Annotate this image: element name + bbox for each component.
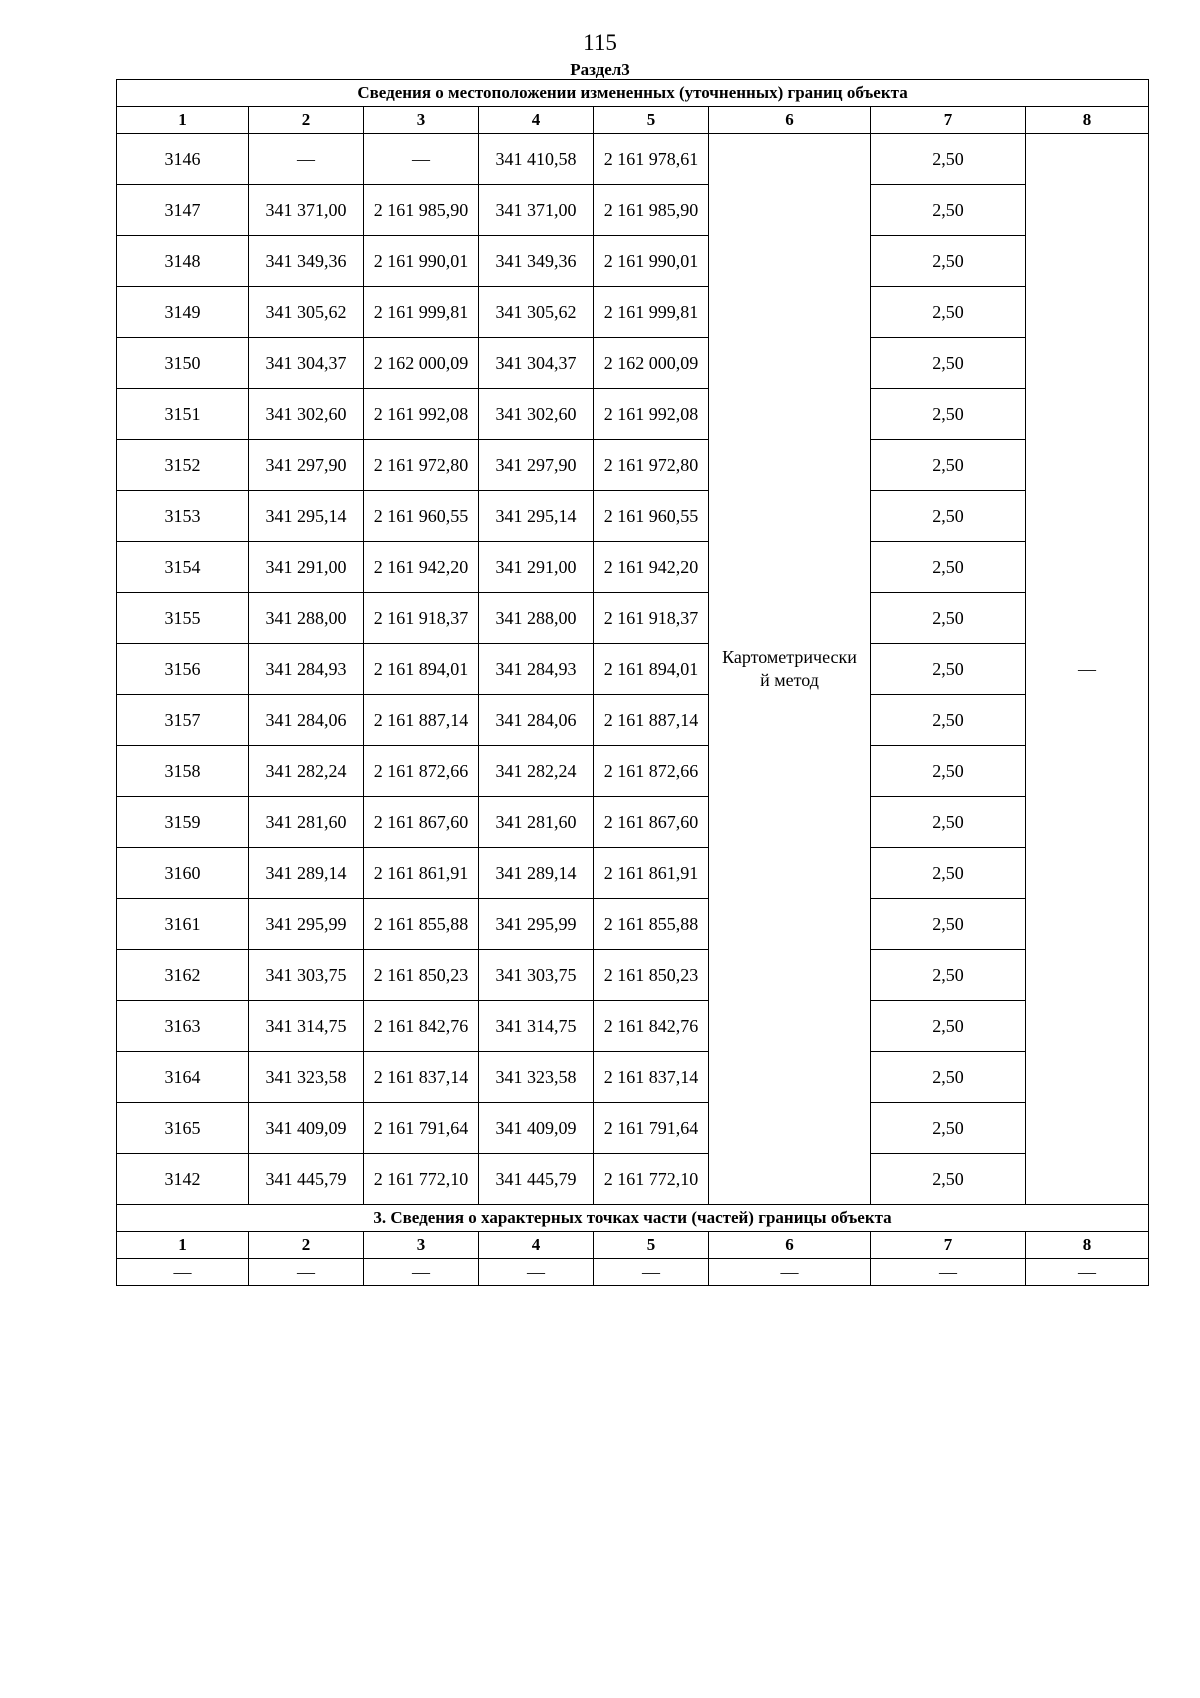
point-number-cell: 3146	[117, 134, 249, 185]
new-y-cell: 2 161 992,08	[594, 389, 709, 440]
new-y-cell: 2 161 861,91	[594, 848, 709, 899]
empty-cell: —	[249, 1259, 364, 1286]
new-x-cell: 341 281,60	[479, 797, 594, 848]
table-row	[117, 1103, 1149, 1154]
empty-cell: —	[117, 1259, 249, 1286]
point-number-cell: 3148	[117, 236, 249, 287]
table-row	[117, 1259, 1149, 1286]
column-number: 3	[364, 107, 479, 134]
column-number: 4	[479, 1232, 594, 1259]
precision-cell: 2,50	[871, 1052, 1026, 1103]
precision-cell: 2,50	[871, 440, 1026, 491]
table-row	[117, 848, 1149, 899]
new-y-cell: 2 161 850,23	[594, 950, 709, 1001]
new-x-cell: 341 288,00	[479, 593, 594, 644]
new-x-cell: 341 409,09	[479, 1103, 594, 1154]
existing-y-cell: 2 161 942,20	[364, 542, 479, 593]
empty-cell: —	[1026, 1259, 1149, 1286]
new-y-cell: 2 161 999,81	[594, 287, 709, 338]
column-number: 6	[709, 1232, 871, 1259]
new-x-cell: 341 291,00	[479, 542, 594, 593]
existing-y-cell: 2 161 855,88	[364, 899, 479, 950]
existing-y-cell: 2 161 999,81	[364, 287, 479, 338]
new-y-cell: 2 161 990,01	[594, 236, 709, 287]
table-row	[117, 287, 1149, 338]
column-number: 4	[479, 107, 594, 134]
existing-y-cell: 2 161 972,80	[364, 440, 479, 491]
existing-x-cell: 341 445,79	[249, 1154, 364, 1205]
precision-cell: 2,50	[871, 899, 1026, 950]
table-body	[117, 80, 1149, 1286]
new-x-cell: 341 445,79	[479, 1154, 594, 1205]
existing-y-cell: 2 161 985,90	[364, 185, 479, 236]
existing-x-cell: 341 314,75	[249, 1001, 364, 1052]
existing-x-cell: 341 323,58	[249, 1052, 364, 1103]
new-y-cell: 2 161 894,01	[594, 644, 709, 695]
point-number-cell: 3159	[117, 797, 249, 848]
new-y-cell: 2 161 772,10	[594, 1154, 709, 1205]
precision-cell: 2,50	[871, 236, 1026, 287]
table-row	[117, 695, 1149, 746]
existing-x-cell: 341 297,90	[249, 440, 364, 491]
new-y-cell: 2 161 887,14	[594, 695, 709, 746]
point-number-cell: 3142	[117, 1154, 249, 1205]
table1-caption: Сведения о местоположении измененных (уточненных) границ объекта	[117, 80, 1149, 107]
new-y-cell: 2 161 942,20	[594, 542, 709, 593]
precision-cell: 2,50	[871, 1154, 1026, 1205]
table2-caption-row	[117, 1205, 1149, 1232]
existing-y-cell: 2 161 894,01	[364, 644, 479, 695]
existing-x-cell: 341 302,60	[249, 389, 364, 440]
existing-y-cell: 2 161 842,76	[364, 1001, 479, 1052]
table-row	[117, 1052, 1149, 1103]
description-cell: —	[1026, 134, 1149, 1205]
precision-cell: 2,50	[871, 287, 1026, 338]
existing-y-cell: 2 162 000,09	[364, 338, 479, 389]
existing-x-cell: 341 305,62	[249, 287, 364, 338]
table-row	[117, 593, 1149, 644]
existing-x-cell: 341 409,09	[249, 1103, 364, 1154]
column-number: 5	[594, 1232, 709, 1259]
existing-x-cell: —	[249, 134, 364, 185]
existing-y-cell: 2 161 850,23	[364, 950, 479, 1001]
new-y-cell: 2 161 985,90	[594, 185, 709, 236]
new-y-cell: 2 161 837,14	[594, 1052, 709, 1103]
column-number: 7	[871, 1232, 1026, 1259]
new-x-cell: 341 289,14	[479, 848, 594, 899]
new-x-cell: 341 297,90	[479, 440, 594, 491]
table-row	[117, 185, 1149, 236]
column-number: 8	[1026, 1232, 1149, 1259]
section-title: Раздел3	[570, 60, 630, 79]
page-number: 115	[583, 30, 617, 55]
point-number-cell: 3160	[117, 848, 249, 899]
column-number: 7	[871, 107, 1026, 134]
new-x-cell: 341 282,24	[479, 746, 594, 797]
point-number-cell: 3162	[117, 950, 249, 1001]
table-row	[117, 491, 1149, 542]
precision-cell: 2,50	[871, 695, 1026, 746]
new-y-cell: 2 161 855,88	[594, 899, 709, 950]
precision-cell: 2,50	[871, 644, 1026, 695]
column-number: 8	[1026, 107, 1149, 134]
precision-cell: 2,50	[871, 1103, 1026, 1154]
point-number-cell: 3156	[117, 644, 249, 695]
new-x-cell: 341 305,62	[479, 287, 594, 338]
empty-cell: —	[594, 1259, 709, 1286]
existing-x-cell: 341 289,14	[249, 848, 364, 899]
existing-x-cell: 341 281,60	[249, 797, 364, 848]
new-x-cell: 341 302,60	[479, 389, 594, 440]
precision-cell: 2,50	[871, 746, 1026, 797]
existing-y-cell: 2 161 867,60	[364, 797, 479, 848]
point-number-cell: 3157	[117, 695, 249, 746]
point-number-cell: 3149	[117, 287, 249, 338]
new-y-cell: 2 161 978,61	[594, 134, 709, 185]
point-number-cell: 3153	[117, 491, 249, 542]
new-y-cell: 2 161 918,37	[594, 593, 709, 644]
table-row	[117, 389, 1149, 440]
precision-cell: 2,50	[871, 593, 1026, 644]
new-y-cell: 2 161 842,76	[594, 1001, 709, 1052]
new-x-cell: 341 303,75	[479, 950, 594, 1001]
point-number-cell: 3150	[117, 338, 249, 389]
existing-x-cell: 341 284,06	[249, 695, 364, 746]
column-number: 2	[249, 107, 364, 134]
existing-x-cell: 341 282,24	[249, 746, 364, 797]
existing-y-cell: 2 161 861,91	[364, 848, 479, 899]
point-number-cell: 3165	[117, 1103, 249, 1154]
precision-cell: 2,50	[871, 848, 1026, 899]
existing-x-cell: 341 371,00	[249, 185, 364, 236]
new-y-cell: 2 161 867,60	[594, 797, 709, 848]
point-number-cell: 3161	[117, 899, 249, 950]
existing-y-cell: 2 161 837,14	[364, 1052, 479, 1103]
point-number-cell: 3147	[117, 185, 249, 236]
table-row	[117, 746, 1149, 797]
new-x-cell: 341 295,99	[479, 899, 594, 950]
existing-x-cell: 341 304,37	[249, 338, 364, 389]
new-x-cell: 341 349,36	[479, 236, 594, 287]
table1-caption-row	[117, 80, 1149, 107]
point-number-cell: 3154	[117, 542, 249, 593]
existing-y-cell: 2 161 918,37	[364, 593, 479, 644]
existing-x-cell: 341 291,00	[249, 542, 364, 593]
table1-column-numbers	[117, 107, 1149, 134]
column-number: 2	[249, 1232, 364, 1259]
existing-x-cell: 341 349,36	[249, 236, 364, 287]
table-row	[117, 440, 1149, 491]
point-number-cell: 3163	[117, 1001, 249, 1052]
existing-y-cell: —	[364, 134, 479, 185]
table-row	[117, 644, 1149, 695]
existing-y-cell: 2 161 772,10	[364, 1154, 479, 1205]
column-number: 6	[709, 107, 871, 134]
existing-x-cell: 341 295,99	[249, 899, 364, 950]
empty-cell: —	[364, 1259, 479, 1286]
new-x-cell: 341 410,58	[479, 134, 594, 185]
table-row	[117, 236, 1149, 287]
table-row	[117, 797, 1149, 848]
existing-y-cell: 2 161 872,66	[364, 746, 479, 797]
new-x-cell: 341 284,93	[479, 644, 594, 695]
existing-x-cell: 341 295,14	[249, 491, 364, 542]
point-number-cell: 3164	[117, 1052, 249, 1103]
point-number-cell: 3155	[117, 593, 249, 644]
column-number: 1	[117, 1232, 249, 1259]
new-x-cell: 341 314,75	[479, 1001, 594, 1052]
empty-cell: —	[479, 1259, 594, 1286]
existing-x-cell: 341 284,93	[249, 644, 364, 695]
point-number-cell: 3158	[117, 746, 249, 797]
table-row	[117, 338, 1149, 389]
column-number: 3	[364, 1232, 479, 1259]
new-y-cell: 2 161 972,80	[594, 440, 709, 491]
column-number: 1	[117, 107, 249, 134]
point-number-cell: 3152	[117, 440, 249, 491]
boundary-table	[116, 79, 1149, 1286]
existing-x-cell: 341 303,75	[249, 950, 364, 1001]
new-x-cell: 341 323,58	[479, 1052, 594, 1103]
table-row	[117, 950, 1149, 1001]
table-row	[117, 134, 1149, 185]
new-y-cell: 2 162 000,09	[594, 338, 709, 389]
precision-cell: 2,50	[871, 1001, 1026, 1052]
precision-cell: 2,50	[871, 542, 1026, 593]
existing-x-cell: 341 288,00	[249, 593, 364, 644]
new-y-cell: 2 161 872,66	[594, 746, 709, 797]
existing-y-cell: 2 161 990,01	[364, 236, 479, 287]
empty-cell: —	[871, 1259, 1026, 1286]
new-x-cell: 341 295,14	[479, 491, 594, 542]
precision-cell: 2,50	[871, 134, 1026, 185]
precision-cell: 2,50	[871, 185, 1026, 236]
new-x-cell: 341 284,06	[479, 695, 594, 746]
point-number-cell: 3151	[117, 389, 249, 440]
method-cell	[709, 134, 871, 1205]
table-row	[117, 1154, 1149, 1205]
table2-caption: 3. Сведения о характерных точках части (частей) границы объекта	[117, 1205, 1149, 1232]
existing-y-cell: 2 161 791,64	[364, 1103, 479, 1154]
precision-cell: 2,50	[871, 797, 1026, 848]
precision-cell: 2,50	[871, 950, 1026, 1001]
new-x-cell: 341 371,00	[479, 185, 594, 236]
precision-cell: 2,50	[871, 338, 1026, 389]
empty-cell: —	[709, 1259, 871, 1286]
new-y-cell: 2 161 960,55	[594, 491, 709, 542]
existing-y-cell: 2 161 887,14	[364, 695, 479, 746]
new-x-cell: 341 304,37	[479, 338, 594, 389]
table2-column-numbers	[117, 1232, 1149, 1259]
precision-cell: 2,50	[871, 491, 1026, 542]
column-number: 5	[594, 107, 709, 134]
new-y-cell: 2 161 791,64	[594, 1103, 709, 1154]
method-line-2: й метод	[760, 670, 819, 690]
precision-cell: 2,50	[871, 389, 1026, 440]
existing-y-cell: 2 161 960,55	[364, 491, 479, 542]
table-row	[117, 542, 1149, 593]
method-line-1: Картометрически	[722, 647, 857, 667]
table-row	[117, 1001, 1149, 1052]
table-row	[117, 899, 1149, 950]
existing-y-cell: 2 161 992,08	[364, 389, 479, 440]
